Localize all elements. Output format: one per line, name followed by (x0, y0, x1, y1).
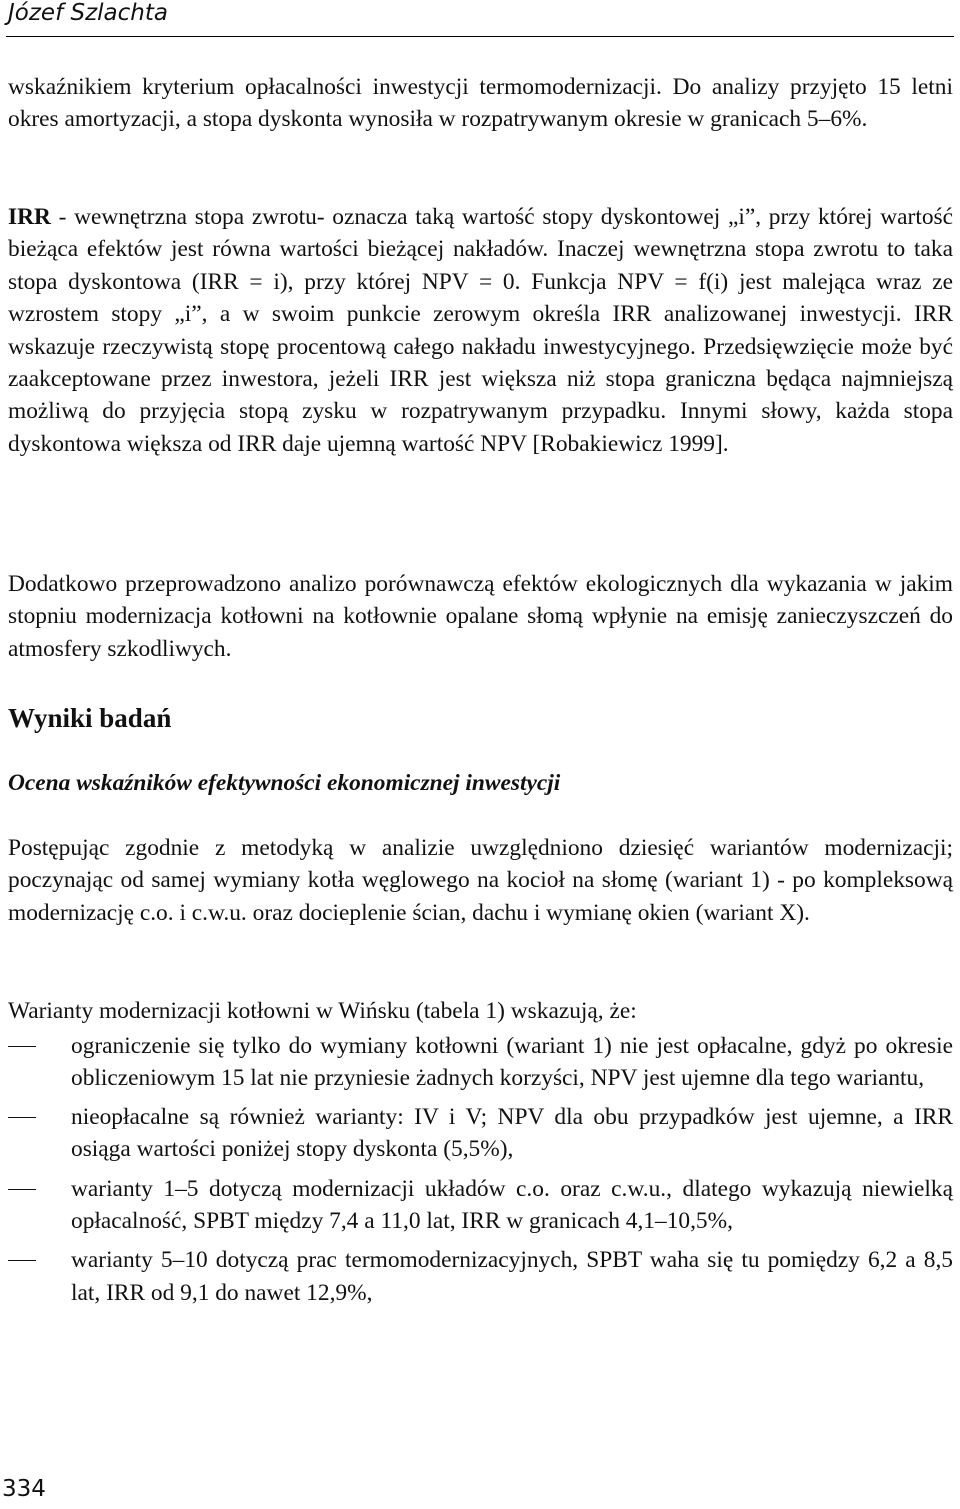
dash-bullet-icon (8, 1046, 36, 1047)
paragraph-irr-definition (8, 201, 953, 460)
paragraph-methodology: Postępując zgodnie z metodyką w analizie uwzględniono dziesięć wariantów modernizacji; poczynając od samej wymiany kotła węglowego na kocioł na słomę (wariant 1) - po kompleksową modernizację c.o. i c.w.u. oraz docieplenie ścian, dachu i wymianę okien (wariant X). (8, 835, 953, 926)
list-item (8, 1244, 953, 1309)
paragraph-variants-intro: Warianty modernizacji kotłowni w Wińsku (tabela 1) wskazują, że: (8, 998, 637, 1024)
list-item (8, 1101, 953, 1166)
irr-term: IRR (8, 204, 51, 230)
list-item-text: ograniczenie się tylko do wymiany kotłowni (wariant 1) nie jest opłacalne, gdyż po okresie obliczeniowym 15 lat nie przyniesie żadnych korzyści, NPV jest ujemne dla tego wariantu, (71, 1033, 953, 1092)
list-item (8, 1173, 953, 1238)
list-item-text: nieopłacalne są również warianty: IV i V; NPV dla obu przypadków jest ujemne, a IRR osiąga wartości poniżej stopy dyskonta (5,5%), (71, 1103, 953, 1163)
list-item-text: warianty 1–5 dotyczą modernizacji układów c.o. oraz c.w.u., dlatego wykazują niewielką opłacalność, SPBT między 7,4 a 11,0 lat, IRR w granicach 4,1–10,5%, (71, 1175, 953, 1235)
irr-definition-text: - wewnętrzna stopa zwrotu- oznacza taką wartość stopy dyskontowej „i”, przy której wartość bieżąca efektów jest równa wartości bieżącej nakładów. Inaczej wewnętrzna stopa zwrotu to taka stopa dyskontowa (IRR = i), przy której NPV = 0. Funkcja NPV = f(i) jest malejąca wraz ze wzrostem stopy „i”, a w swoim punkcie zerowym określa IRR analizowanej inwestycji. IRR wskazuje rzeczywistą stopę procentową całego nakładu inwestycyjnego. Przedsięwzięcie może być zaakceptowane przez inwestora, jeżeli IRR jest większa niż stopa graniczna będąca najmniejszą możliwą do przyjęcia stopą zysku w rozpatrywanym przypadku. Innymi słowy, każda stopa dyskontowa większa od IRR daje ujemną wartość NPV [Robakiewicz 1999]. (8, 204, 953, 457)
paragraph-discount-rate: wskaźnikiem kryterium opłacalności inwestycji termomodernizacji. Do analizy przyjęto 15 letni okres amortyzacji, a stopa dyskonta wynosiła w rozpatrywanym okresie w granicach 5–6%. (8, 74, 953, 133)
paragraph-ecological-analysis: Dodatkowo przeprowadzono analizo porównawczą efektów ekologicznych dla wykazania w jakim stopniu modernizacja kotłowni na kotłownie opalane słomą wpłynie na emisję zanieczyszczeń do atmosfery szkodliwych. (8, 571, 953, 662)
header-author: Józef Szlachta (8, 0, 168, 26)
section-heading: Wyniki badań (8, 703, 172, 733)
list-item (8, 1030, 953, 1095)
section-subheading: Ocena wskaźników efektywności ekonomicznej inwestycji (8, 770, 561, 796)
page-number: 334 (2, 1476, 46, 1502)
dash-bullet-icon (8, 1189, 36, 1190)
list-item-text: warianty 5–10 dotyczą prac termomodernizacyjnych, SPBT waha się tu pomiędzy 6,2 a 8,5 lat, IRR od 9,1 do nawet 12,9%, (71, 1247, 953, 1306)
variants-list (8, 1030, 953, 1309)
dash-bullet-icon (8, 1260, 36, 1261)
running-header (6, 0, 954, 37)
dash-bullet-icon (8, 1117, 36, 1118)
